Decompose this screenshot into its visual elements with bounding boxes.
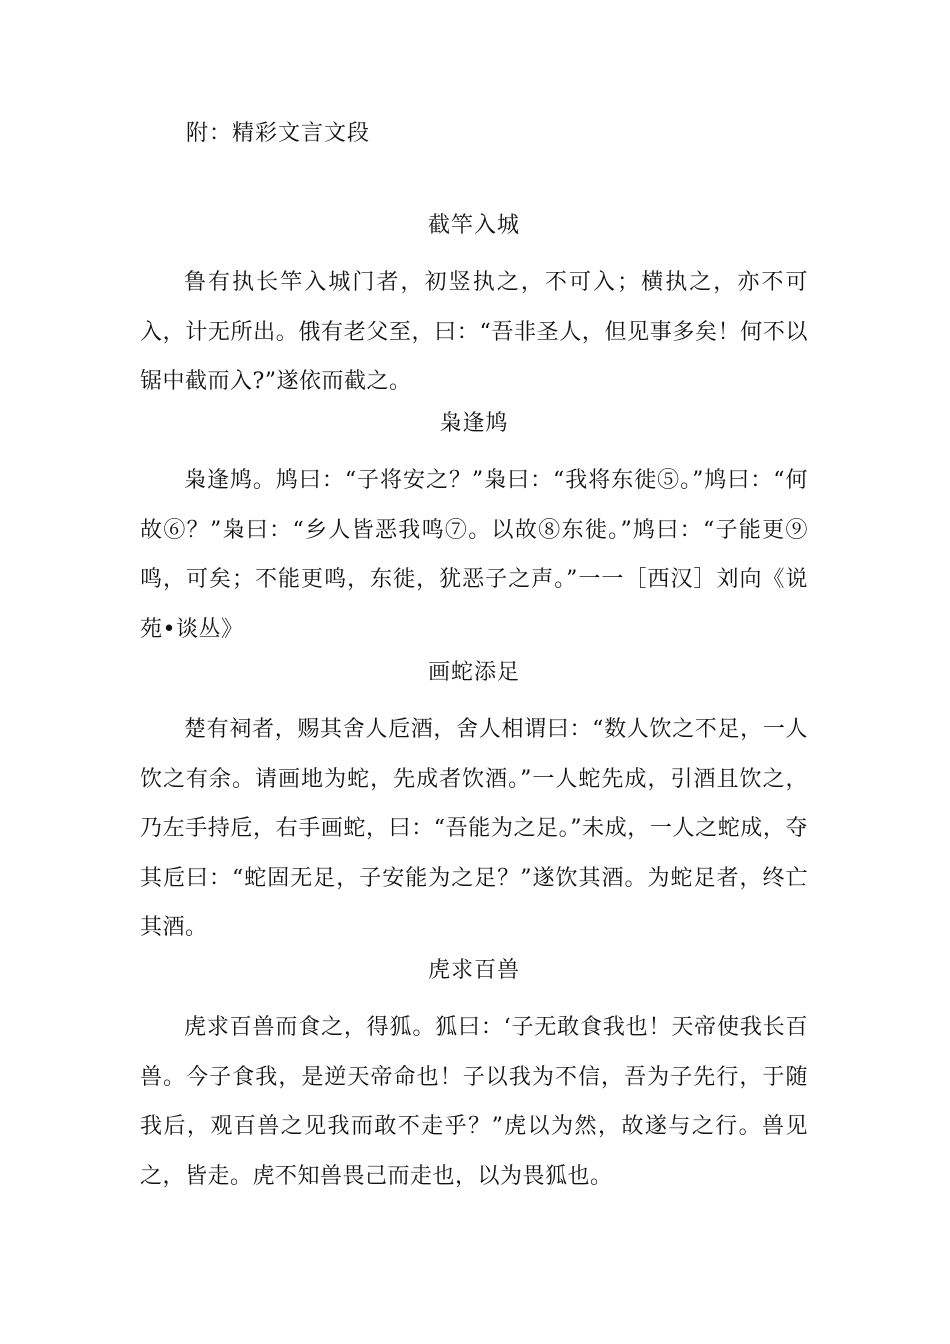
- section-xiao-feng-jiu: [140, 408, 808, 654]
- section-hua-she-tian-zu: [140, 657, 808, 953]
- appendix-heading: 附：精彩文言文段: [186, 121, 371, 146]
- section-jie-gan-ru-cheng: [140, 210, 808, 407]
- section-hu-qiu-bai-shou: [140, 955, 808, 1201]
- section-body: 枭逢鸠。鸠曰：“子将安之？”枭曰：“我将东徙⑤。”鸠曰：“何故⑥？”枭曰：“乡人皆恶我鸣⑦。以故⑧东徙。”鸠曰：“子能更⑨鸣，可矣；不能更鸣，东徙，犹恶子之声。”一一［西汉］刘向《说苑•谈丛》: [140, 468, 808, 642]
- section-body: 楚有祠者，赐其舍人卮酒，舍人相谓曰：“数人饮之不足，一人饮之有余。请画地为蛇，先成者饮酒。”一人蛇先成，引酒且饮之，乃左手持卮，右手画蛇，曰：“吾能为之足。”未成，一人之蛇成，夺其卮曰：“蛇固无足，子安能为之足？”遂饮其酒。为蛇足者，终亡其酒。: [140, 717, 808, 940]
- section-title: 枭逢鸠: [439, 411, 509, 436]
- section-body: 鲁有执长竿入城门者，初竖执之，不可入；横执之，亦不可入，计无所出。俄有老父至，曰：“吾非圣人，但见事多矣！何不以锯中截而入?”遂依而截之。: [140, 270, 808, 394]
- section-title: 虎求百兽: [427, 958, 520, 983]
- section-title: 画蛇添足: [427, 660, 520, 685]
- section-body: 虎求百兽而食之，得狐。狐曰：‘子无敢食我也！天帝使我长百兽。今子食我，是逆天帝命也！子以我为不信，吾为子先行，于随我后，观百兽之见我而敢不走乎？”虎以为然，故遂与之行。兽见之，皆走。虎不知兽畏己而走也，以为畏狐也。: [140, 1015, 808, 1189]
- section-title: 截竿入城: [427, 213, 520, 238]
